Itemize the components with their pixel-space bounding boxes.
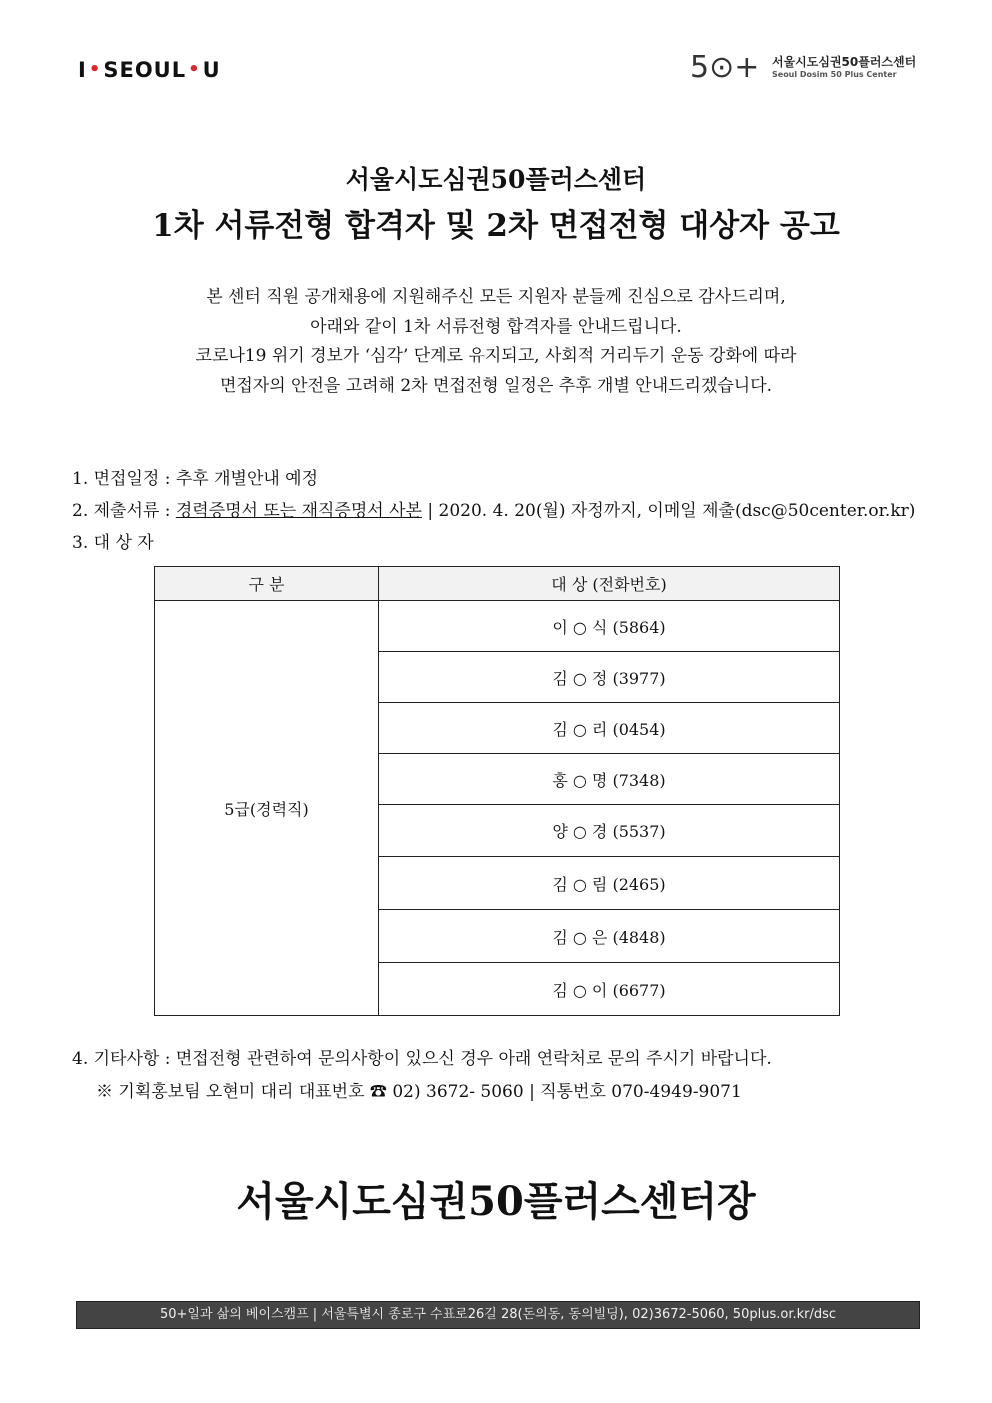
intro-line: 코로나19 위기 경보가 ‘심각’ 단계로 유지되고, 사회적 거리두기 운동 강화에 따라 bbox=[195, 346, 797, 366]
candidates-table bbox=[154, 566, 840, 1016]
footer-bar: 50+일과 삶의 베이스캠프 | 서울특별시 종로구 수표로26길 28(돈의동, 동의빌딩), 02)3672-5060, 50plus.or.kr/dsc bbox=[76, 1301, 920, 1329]
logo-dot-icon: • bbox=[88, 59, 102, 80]
table-row bbox=[155, 601, 840, 652]
i-seoul-u-logo bbox=[78, 58, 221, 82]
logo-part-i: I bbox=[78, 58, 87, 82]
candidate-cell: 김 ○ 은 (4848) bbox=[379, 910, 840, 963]
docs-prefix: 2. 제출서류 : bbox=[72, 501, 176, 521]
center-logo-name-ko: 서울시도심권50플러스센터 bbox=[772, 55, 917, 69]
logo-dot-icon: • bbox=[188, 59, 201, 80]
logo-part-u: U bbox=[202, 58, 221, 82]
docs-required: 경력증명서 또는 재직증명서 사본 bbox=[175, 501, 422, 521]
contact-note: ※ 기획홍보팀 오현미 대리 대표번호 ☎ 02) 3672- 5060 | 직통번호 070-4949-9071 bbox=[96, 1082, 742, 1102]
notice-title: 1차 서류전형 합격자 및 2차 면접전형 대상자 공고 bbox=[152, 208, 840, 244]
header-category: 구 분 bbox=[155, 567, 379, 601]
fifty-plus-logo-icon: 5⊙+ bbox=[690, 50, 760, 85]
other-notes-item: 4. 기타사항 : 면접전형 관련하여 문의사항이 있으신 경우 아래 연락처로 문의 주시기 바랍니다. bbox=[72, 1049, 772, 1069]
candidate-cell: 이 ○ 식 (5864) bbox=[379, 601, 840, 652]
closing-signature: 서울시도심권50플러스센터장 bbox=[236, 1178, 756, 1225]
intro-line: 본 센터 직원 공개채용에 지원해주신 모든 지원자 분들께 진심으로 감사드리며, bbox=[206, 287, 786, 307]
submission-docs-item bbox=[72, 496, 915, 521]
targets-item: 3. 대 상 자 bbox=[72, 533, 154, 553]
intro-line: 아래와 같이 1차 서류전형 합격자를 안내드립니다. bbox=[310, 316, 682, 337]
candidate-cell: 김 ○ 리 (0454) bbox=[379, 703, 840, 754]
candidate-cell: 김 ○ 이 (6677) bbox=[379, 963, 840, 1016]
candidate-cell: 양 ○ 경 (5537) bbox=[379, 805, 840, 857]
interview-schedule-item: 1. 면접일정 : 추후 개별안내 예정 bbox=[72, 469, 319, 489]
table-header-row bbox=[155, 567, 840, 601]
grade-cell: 5급(경력직) bbox=[155, 601, 379, 1016]
logo-part-seoul: SEOUL bbox=[103, 58, 187, 82]
candidate-cell: 김 ○ 정 (3977) bbox=[379, 652, 840, 703]
center-logo bbox=[690, 50, 930, 90]
candidate-cell: 김 ○ 림 (2465) bbox=[379, 857, 840, 910]
intro-paragraph bbox=[0, 283, 992, 401]
organization-title: 서울시도심권50플러스센터 bbox=[345, 165, 647, 194]
header-target: 대 상 (전화번호) bbox=[379, 567, 840, 601]
center-logo-name-en: Seoul Dosim 50 Plus Center bbox=[772, 70, 897, 79]
candidate-cell: 홍 ○ 명 (7348) bbox=[379, 754, 840, 805]
intro-line: 면접자의 안전을 고려해 2차 면접전형 일정은 추후 개별 안내드리겠습니다. bbox=[219, 375, 773, 396]
docs-deadline: | 2020. 4. 20(월) 자정까지, 이메일 제출(dsc@50center.or.kr) bbox=[421, 501, 916, 521]
